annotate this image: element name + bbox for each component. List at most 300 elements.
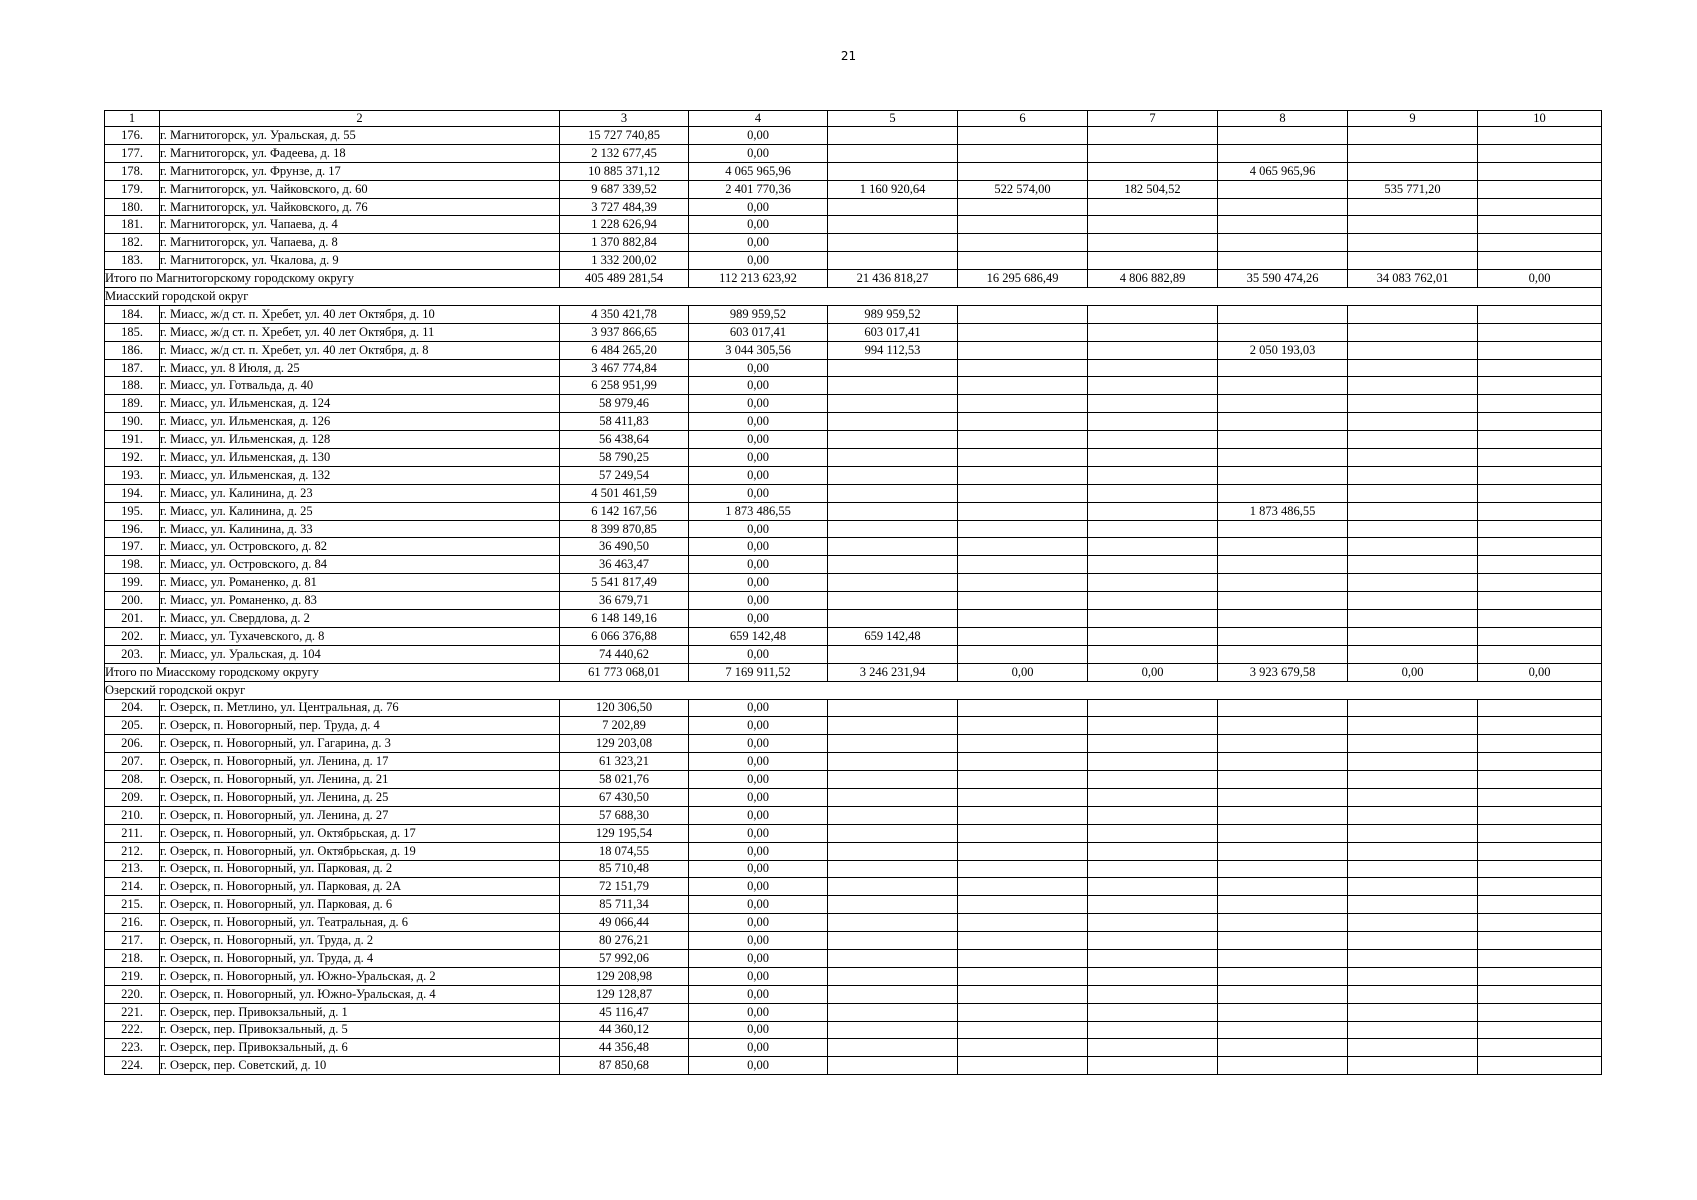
row-number: 213. — [105, 860, 160, 878]
amount-cell — [1348, 252, 1478, 270]
amount-cell — [1478, 484, 1602, 502]
address-cell: г. Озерск, п. Новогорный, ул. Труда, д. 2 — [160, 932, 560, 950]
table-row — [105, 914, 1602, 932]
amount-cell — [1348, 341, 1478, 359]
address-cell: г. Озерск, п. Новогорный, ул. Парковая, д. 2А — [160, 878, 560, 896]
table-row — [105, 896, 1602, 914]
amount-cell — [1478, 824, 1602, 842]
row-number: 212. — [105, 842, 160, 860]
amount-cell — [1478, 967, 1602, 985]
amount-cell — [1348, 359, 1478, 377]
amount-cell — [1088, 1039, 1218, 1057]
amount-cell — [1218, 949, 1348, 967]
amount-cell — [958, 645, 1088, 663]
amount-cell — [828, 771, 958, 789]
amount-cell — [1218, 431, 1348, 449]
amount-cell — [958, 985, 1088, 1003]
amount-cell: 120 306,50 — [560, 699, 689, 717]
amount-cell — [958, 377, 1088, 395]
amount-cell: 989 959,52 — [828, 305, 958, 323]
amount-cell: 1 332 200,02 — [560, 252, 689, 270]
amount-cell — [828, 1003, 958, 1021]
amount-cell — [1088, 449, 1218, 467]
row-number: 191. — [105, 431, 160, 449]
amount-cell — [1348, 162, 1478, 180]
amount-cell — [1348, 806, 1478, 824]
table-row — [105, 216, 1602, 234]
amount-cell — [1218, 699, 1348, 717]
amount-cell: 0,00 — [689, 806, 828, 824]
amount-cell — [1218, 413, 1348, 431]
address-cell: г. Озерск, пер. Привокзальный, д. 1 — [160, 1003, 560, 1021]
amount-cell: 0,00 — [689, 520, 828, 538]
table-row — [105, 985, 1602, 1003]
amount-cell: 3 727 484,39 — [560, 198, 689, 216]
amount-cell: 0,00 — [689, 449, 828, 467]
amount-cell: 57 688,30 — [560, 806, 689, 824]
table-row — [105, 932, 1602, 950]
amount-cell — [1348, 878, 1478, 896]
row-number: 197. — [105, 538, 160, 556]
amount-cell — [958, 520, 1088, 538]
amount-cell: 2 401 770,36 — [689, 180, 828, 198]
amount-cell — [1088, 305, 1218, 323]
amount-cell — [828, 1039, 958, 1057]
amount-cell — [828, 896, 958, 914]
amount-cell: 58 021,76 — [560, 771, 689, 789]
amount-cell — [1218, 610, 1348, 628]
amount-cell — [828, 1021, 958, 1039]
amount-cell: 8 399 870,85 — [560, 520, 689, 538]
amount-cell — [1348, 1057, 1478, 1075]
amount-cell — [1348, 377, 1478, 395]
amount-cell — [1218, 860, 1348, 878]
amount-cell — [1088, 162, 1218, 180]
amount-cell: 0,00 — [689, 699, 828, 717]
table-row — [105, 127, 1602, 145]
amount-cell — [1348, 592, 1478, 610]
row-number: 204. — [105, 699, 160, 717]
amount-cell: 0,00 — [689, 985, 828, 1003]
amount-cell — [958, 127, 1088, 145]
address-cell: г. Миасс, ул. Островского, д. 82 — [160, 538, 560, 556]
amount-cell — [1348, 449, 1478, 467]
amount-cell: 6 142 167,56 — [560, 502, 689, 520]
address-cell: г. Озерск, п. Новогорный, ул. Парковая, д. 2 — [160, 860, 560, 878]
amount-cell — [828, 502, 958, 520]
amount-cell — [828, 520, 958, 538]
table-row — [105, 144, 1602, 162]
table-row — [105, 323, 1602, 341]
amount-cell — [958, 395, 1088, 413]
amount-cell — [958, 449, 1088, 467]
amount-cell — [1348, 949, 1478, 967]
amount-cell — [828, 484, 958, 502]
amount-cell — [1218, 842, 1348, 860]
amount-cell — [1348, 538, 1478, 556]
amount-cell — [1088, 645, 1218, 663]
row-number: 218. — [105, 949, 160, 967]
amount-cell: 0,00 — [689, 842, 828, 860]
amount-cell — [1218, 735, 1348, 753]
row-number: 221. — [105, 1003, 160, 1021]
address-cell: г. Магнитогорск, ул. Чайковского, д. 60 — [160, 180, 560, 198]
amount-cell — [1478, 162, 1602, 180]
amount-cell — [958, 592, 1088, 610]
amount-cell — [1218, 753, 1348, 771]
amount-cell — [1218, 377, 1348, 395]
amount-cell — [1348, 645, 1478, 663]
amount-cell: 10 885 371,12 — [560, 162, 689, 180]
amount-cell — [1088, 771, 1218, 789]
amount-cell — [1218, 252, 1348, 270]
amount-cell: 129 203,08 — [560, 735, 689, 753]
row-number: 205. — [105, 717, 160, 735]
amount-cell — [1478, 413, 1602, 431]
amount-cell — [1478, 949, 1602, 967]
amount-cell: 9 687 339,52 — [560, 180, 689, 198]
table-row — [105, 949, 1602, 967]
total-cell: 0,00 — [1088, 663, 1218, 681]
amount-cell — [1088, 1021, 1218, 1039]
amount-cell: 58 790,25 — [560, 449, 689, 467]
amount-cell — [828, 359, 958, 377]
amount-cell — [828, 860, 958, 878]
table-row — [105, 556, 1602, 574]
amount-cell — [1478, 395, 1602, 413]
amount-cell — [1218, 627, 1348, 645]
amount-cell: 7 202,89 — [560, 717, 689, 735]
address-cell: г. Миасс, ул. Ильменская, д. 130 — [160, 449, 560, 467]
address-cell: г. Миасс, ул. Ильменская, д. 132 — [160, 466, 560, 484]
amount-cell — [828, 717, 958, 735]
amount-cell — [1478, 1021, 1602, 1039]
amount-cell — [1348, 484, 1478, 502]
address-cell: г. Миасс, ул. Островского, д. 84 — [160, 556, 560, 574]
amount-cell — [1348, 699, 1478, 717]
amount-cell — [1348, 627, 1478, 645]
amount-cell — [1218, 878, 1348, 896]
amount-cell — [828, 234, 958, 252]
row-number: 211. — [105, 824, 160, 842]
address-cell: г. Озерск, пер. Привокзальный, д. 6 — [160, 1039, 560, 1057]
amount-cell — [1088, 1057, 1218, 1075]
amount-cell — [958, 932, 1088, 950]
amount-cell — [1478, 753, 1602, 771]
table-row — [105, 431, 1602, 449]
total-row — [105, 270, 1602, 288]
amount-cell: 87 850,68 — [560, 1057, 689, 1075]
amount-cell — [1348, 1021, 1478, 1039]
amount-cell: 0,00 — [689, 717, 828, 735]
amount-cell — [1348, 502, 1478, 520]
amount-cell: 1 228 626,94 — [560, 216, 689, 234]
amount-cell: 0,00 — [689, 574, 828, 592]
row-number: 198. — [105, 556, 160, 574]
amount-cell — [1088, 520, 1218, 538]
table-row — [105, 162, 1602, 180]
amount-cell — [1088, 949, 1218, 967]
amount-cell: 0,00 — [689, 252, 828, 270]
amount-cell — [1348, 198, 1478, 216]
amount-cell: 0,00 — [689, 413, 828, 431]
address-cell: г. Озерск, п. Новогорный, ул. Южно-Уральская, д. 2 — [160, 967, 560, 985]
column-header: 8 — [1218, 111, 1348, 127]
row-number: 206. — [105, 735, 160, 753]
row-number: 222. — [105, 1021, 160, 1039]
section-label: Озерский городской округ — [105, 681, 1602, 699]
total-cell: 0,00 — [1478, 270, 1602, 288]
amount-cell — [958, 538, 1088, 556]
table-row — [105, 735, 1602, 753]
amount-cell — [1088, 717, 1218, 735]
total-cell: 0,00 — [1478, 663, 1602, 681]
table-row — [105, 824, 1602, 842]
amount-cell — [828, 967, 958, 985]
amount-cell — [1218, 914, 1348, 932]
amount-cell: 57 249,54 — [560, 466, 689, 484]
page-number: 21 — [840, 49, 857, 63]
row-number: 188. — [105, 377, 160, 395]
column-header: 6 — [958, 111, 1088, 127]
amount-cell: 0,00 — [689, 860, 828, 878]
amount-cell — [1478, 699, 1602, 717]
amount-cell — [958, 144, 1088, 162]
amount-cell — [1348, 144, 1478, 162]
amount-cell: 36 490,50 — [560, 538, 689, 556]
amount-cell — [958, 1021, 1088, 1039]
amount-cell — [1088, 574, 1218, 592]
amount-cell — [1348, 932, 1478, 950]
total-label: Итого по Магнитогорскому городскому округу — [105, 270, 560, 288]
amount-cell — [1478, 645, 1602, 663]
amount-cell — [1218, 127, 1348, 145]
total-cell: 34 083 762,01 — [1348, 270, 1478, 288]
amount-cell: 0,00 — [689, 967, 828, 985]
amount-cell: 85 710,48 — [560, 860, 689, 878]
address-cell: г. Миасс, ул. Готвальда, д. 40 — [160, 377, 560, 395]
amount-cell: 0,00 — [689, 735, 828, 753]
amount-cell — [1478, 180, 1602, 198]
amount-cell: 15 727 740,85 — [560, 127, 689, 145]
amount-cell — [1088, 556, 1218, 574]
amount-cell — [958, 824, 1088, 842]
amount-cell — [958, 771, 1088, 789]
amount-cell — [1348, 967, 1478, 985]
total-cell: 3 246 231,94 — [828, 663, 958, 681]
amount-cell — [1218, 180, 1348, 198]
amount-cell — [958, 967, 1088, 985]
amount-cell: 45 116,47 — [560, 1003, 689, 1021]
row-number: 214. — [105, 878, 160, 896]
total-cell: 405 489 281,54 — [560, 270, 689, 288]
amount-cell — [1218, 305, 1348, 323]
amount-cell — [958, 717, 1088, 735]
table-row — [105, 771, 1602, 789]
amount-cell — [958, 556, 1088, 574]
amount-cell — [958, 735, 1088, 753]
table-row — [105, 359, 1602, 377]
address-cell: г. Озерск, п. Новогорный, ул. Гагарина, д. 3 — [160, 735, 560, 753]
amount-cell — [1348, 520, 1478, 538]
amount-cell: 36 679,71 — [560, 592, 689, 610]
amount-cell: 2 132 677,45 — [560, 144, 689, 162]
amount-cell: 0,00 — [689, 431, 828, 449]
amount-cell — [1348, 574, 1478, 592]
amount-cell — [958, 216, 1088, 234]
amount-cell — [1088, 395, 1218, 413]
amount-cell — [1348, 305, 1478, 323]
address-cell: г. Магнитогорск, ул. Чайковского, д. 76 — [160, 198, 560, 216]
amount-cell — [828, 198, 958, 216]
amount-cell — [828, 824, 958, 842]
amount-cell: 1 370 882,84 — [560, 234, 689, 252]
total-cell: 21 436 818,27 — [828, 270, 958, 288]
amount-cell — [1478, 627, 1602, 645]
amount-cell: 0,00 — [689, 1039, 828, 1057]
amount-cell — [958, 842, 1088, 860]
amount-cell — [828, 216, 958, 234]
address-cell: г. Озерск, п. Новогорный, ул. Театральная, д. 6 — [160, 914, 560, 932]
amount-cell: 85 711,34 — [560, 896, 689, 914]
amount-cell — [1478, 985, 1602, 1003]
amount-cell — [828, 556, 958, 574]
table-row — [105, 484, 1602, 502]
table-row — [105, 753, 1602, 771]
amount-cell — [1088, 234, 1218, 252]
amount-cell: 0,00 — [689, 610, 828, 628]
amount-cell — [828, 395, 958, 413]
table-row — [105, 806, 1602, 824]
table-row — [105, 788, 1602, 806]
amount-cell — [958, 627, 1088, 645]
amount-cell: 0,00 — [689, 878, 828, 896]
amount-cell — [1348, 735, 1478, 753]
amount-cell — [1478, 305, 1602, 323]
amount-cell — [958, 699, 1088, 717]
amount-cell — [1218, 216, 1348, 234]
amount-cell: 58 411,83 — [560, 413, 689, 431]
amount-cell — [828, 592, 958, 610]
table-row — [105, 627, 1602, 645]
amount-cell: 74 440,62 — [560, 645, 689, 663]
total-cell: 35 590 474,26 — [1218, 270, 1348, 288]
row-number: 190. — [105, 413, 160, 431]
amount-cell — [1218, 717, 1348, 735]
table-row — [105, 1021, 1602, 1039]
amount-cell — [1478, 896, 1602, 914]
address-cell: г. Магнитогорск, ул. Чкалова, д. 9 — [160, 252, 560, 270]
amount-cell — [1218, 1003, 1348, 1021]
amount-cell — [828, 645, 958, 663]
amount-cell: 1 873 486,55 — [1218, 502, 1348, 520]
total-cell: 7 169 911,52 — [689, 663, 828, 681]
amount-cell — [1218, 395, 1348, 413]
row-number: 179. — [105, 180, 160, 198]
amount-cell — [958, 234, 1088, 252]
address-cell: г. Миасс, ул. Ильменская, д. 126 — [160, 413, 560, 431]
amount-cell — [1478, 717, 1602, 735]
amount-cell — [1348, 788, 1478, 806]
amount-cell — [1478, 1039, 1602, 1057]
amount-cell — [1348, 556, 1478, 574]
amount-cell — [1348, 914, 1478, 932]
total-label: Итого по Миасскому городскому округу — [105, 663, 560, 681]
amount-cell: 0,00 — [689, 896, 828, 914]
amount-cell — [958, 466, 1088, 484]
amount-cell — [1088, 878, 1218, 896]
amount-cell — [1348, 234, 1478, 252]
amount-cell — [1088, 413, 1218, 431]
table-row — [105, 1003, 1602, 1021]
address-cell: г. Миасс, ул. Уральская, д. 104 — [160, 645, 560, 663]
amount-cell — [958, 914, 1088, 932]
amount-cell — [958, 806, 1088, 824]
row-number: 195. — [105, 502, 160, 520]
row-number: 219. — [105, 967, 160, 985]
amount-cell — [1218, 538, 1348, 556]
section-row — [105, 288, 1602, 306]
address-cell: г. Озерск, п. Новогорный, ул. Ленина, д. 25 — [160, 788, 560, 806]
amount-cell — [1088, 1003, 1218, 1021]
amount-cell: 57 992,06 — [560, 949, 689, 967]
amount-cell: 0,00 — [689, 949, 828, 967]
amount-cell: 3 937 866,65 — [560, 323, 689, 341]
amount-cell — [828, 574, 958, 592]
column-header: 1 — [105, 111, 160, 127]
row-number: 186. — [105, 341, 160, 359]
total-cell: 0,00 — [958, 663, 1088, 681]
amount-cell: 0,00 — [689, 359, 828, 377]
amount-cell — [828, 699, 958, 717]
amount-cell: 1 160 920,64 — [828, 180, 958, 198]
amount-cell: 44 360,12 — [560, 1021, 689, 1039]
address-cell: г. Миасс, ул. Тухачевского, д. 8 — [160, 627, 560, 645]
row-number: 187. — [105, 359, 160, 377]
table-row — [105, 610, 1602, 628]
amount-cell — [1218, 985, 1348, 1003]
row-number: 207. — [105, 753, 160, 771]
amount-cell — [1088, 735, 1218, 753]
amount-cell: 2 050 193,03 — [1218, 341, 1348, 359]
address-cell: г. Озерск, п. Новогорный, ул. Ленина, д. 27 — [160, 806, 560, 824]
column-header: 10 — [1478, 111, 1602, 127]
amount-cell — [1348, 323, 1478, 341]
amount-cell — [1478, 556, 1602, 574]
table-row — [105, 502, 1602, 520]
amount-cell — [958, 413, 1088, 431]
amount-cell: 129 128,87 — [560, 985, 689, 1003]
table-row — [105, 466, 1602, 484]
amount-cell — [1478, 502, 1602, 520]
amount-cell — [958, 1003, 1088, 1021]
amount-cell — [1088, 252, 1218, 270]
amount-cell — [1088, 377, 1218, 395]
amount-cell — [958, 1039, 1088, 1057]
row-number: 216. — [105, 914, 160, 932]
amount-cell — [1088, 323, 1218, 341]
table-row — [105, 645, 1602, 663]
amount-cell — [1218, 967, 1348, 985]
amount-cell — [958, 359, 1088, 377]
amount-cell: 659 142,48 — [689, 627, 828, 645]
row-number: 200. — [105, 592, 160, 610]
amount-cell: 0,00 — [689, 788, 828, 806]
amount-cell: 603 017,41 — [828, 323, 958, 341]
amount-cell — [1218, 323, 1348, 341]
amount-cell: 4 350 421,78 — [560, 305, 689, 323]
amount-cell — [1478, 860, 1602, 878]
